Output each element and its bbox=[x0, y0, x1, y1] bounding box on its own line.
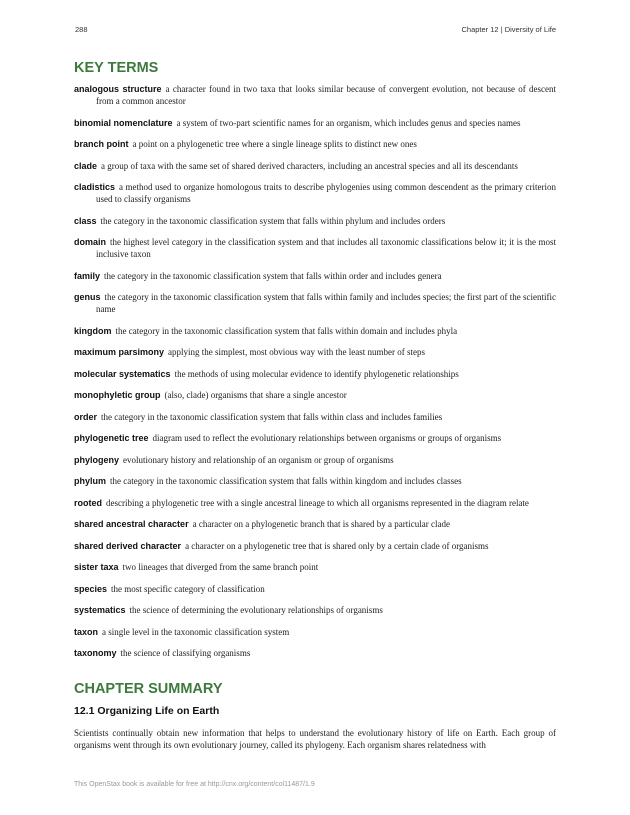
key-term-entry bbox=[74, 291, 556, 315]
key-term-word: maximum parsimony bbox=[74, 347, 165, 357]
key-term-word: shared derived character bbox=[74, 540, 182, 551]
footer-note: This OpenStax book is available for free at http://cnx.org/content/col11487/1.9 bbox=[74, 781, 315, 788]
key-term-word: sister taxa bbox=[74, 562, 119, 572]
key-term-entry bbox=[74, 368, 556, 380]
key-term-entry bbox=[74, 604, 556, 616]
key-term-definition: (also, clade) organisms that share a single ancestor bbox=[164, 390, 347, 400]
key-term-word: kingdom bbox=[74, 325, 112, 336]
key-terms-list bbox=[74, 83, 556, 669]
key-term-definition: a character on a phylogenetic branch that is shared by a particular clade bbox=[192, 519, 450, 529]
key-term-entry bbox=[74, 432, 556, 444]
key-term-entry bbox=[74, 236, 556, 260]
key-term-word: systematics bbox=[74, 605, 126, 615]
key-term-definition: the category in the taxonomic classification system that falls within family and includes species; the first part of the scientific name bbox=[96, 292, 556, 314]
key-term-word: molecular systematics bbox=[74, 368, 171, 379]
key-term-definition: the category in the taxonomic classification system that falls within order and includes genera bbox=[104, 270, 442, 281]
chapter-summary-heading: CHAPTER SUMMARY bbox=[74, 681, 223, 697]
key-term-entry bbox=[74, 518, 556, 530]
key-term-definition: the most specific category of classification bbox=[111, 583, 265, 594]
key-term-definition: the category in the taxonomic classification system that falls within class and includes families bbox=[101, 411, 443, 422]
key-term-entry bbox=[74, 647, 556, 659]
key-term-entry bbox=[74, 325, 556, 337]
key-term-word: phylogenetic tree bbox=[74, 433, 149, 443]
key-term-definition: a character found in two taxa that looks similar because of convergent evolution, not because of descent from a common ancestor bbox=[96, 84, 556, 106]
key-term-entry bbox=[74, 215, 556, 227]
key-term-word: cladistics bbox=[74, 182, 116, 192]
key-term-word: clade bbox=[74, 160, 98, 171]
key-term-entry bbox=[74, 117, 556, 129]
key-term-word: monophyletic group bbox=[74, 390, 161, 400]
key-term-definition: the category in the taxonomic classification system that falls within kingdom and includes classes bbox=[110, 476, 462, 486]
key-term-definition: a character on a phylogenetic tree that is shared only by a certain clade of organisms bbox=[185, 540, 489, 551]
key-term-word: genus bbox=[74, 292, 101, 302]
key-term-definition: a method used to organize homologous traits to describe phylogenies using common descendent as the primary criterion used to classify organisms bbox=[96, 182, 556, 204]
key-term-entry bbox=[74, 561, 556, 573]
key-term-definition: a system of two-part scientific names for an organism, which includes genus and species names bbox=[176, 117, 521, 128]
page-number: 288 bbox=[75, 25, 88, 34]
key-term-word: taxonomy bbox=[74, 648, 117, 658]
key-term-entry bbox=[74, 626, 556, 638]
key-term-word: species bbox=[74, 583, 108, 594]
key-term-word: phylum bbox=[74, 476, 107, 486]
key-term-definition: two lineages that diverged from the same branch point bbox=[122, 562, 319, 572]
key-term-definition: a point on a phylogenetic tree where a single lineage splits to distinct new ones bbox=[132, 139, 417, 149]
key-terms-heading: KEY TERMS bbox=[74, 60, 159, 76]
key-term-entry bbox=[74, 346, 556, 358]
key-term-definition: evolutionary history and relationship of an organism or group of organisms bbox=[123, 454, 394, 465]
key-term-entry bbox=[74, 160, 556, 172]
chapter-header: Chapter 12 | Diversity of Life bbox=[461, 25, 556, 34]
key-term-entry bbox=[74, 454, 556, 466]
key-term-entry bbox=[74, 138, 556, 150]
key-term-word: rooted bbox=[74, 497, 102, 508]
key-term-entry bbox=[74, 181, 556, 205]
key-term-word: phylogeny bbox=[74, 454, 120, 465]
summary-paragraph: Scientists continually obtain new information that helps to understand the evolutionary history of life on Earth. Each group of organisms went through its own evolutionary journey, called its phylogeny. Each organism shares relatedness with bbox=[74, 728, 556, 750]
key-term-word: domain bbox=[74, 237, 107, 247]
key-term-entry bbox=[74, 389, 556, 401]
key-term-definition: applying the simplest, most obvious way with the least number of steps bbox=[168, 347, 426, 357]
key-term-word: branch point bbox=[74, 139, 129, 149]
key-term-definition: the science of classifying organisms bbox=[120, 648, 251, 658]
key-term-definition: a group of taxa with the same set of shared derived characters, including an ancestral species and all its descendants bbox=[101, 160, 518, 171]
key-term-entry bbox=[74, 497, 556, 509]
key-term-entry bbox=[74, 475, 556, 487]
key-term-word: shared ancestral character bbox=[74, 519, 189, 529]
key-term-definition: diagram used to reflect the evolutionary relationships between organisms or groups of organisms bbox=[152, 433, 502, 443]
key-term-word: analogous structure bbox=[74, 84, 162, 94]
key-term-word: order bbox=[74, 411, 98, 422]
key-term-word: binomial nomenclature bbox=[74, 117, 173, 128]
key-term-definition: describing a phylogenetic tree with a single ancestral lineage to which all organisms represented in the diagram relate bbox=[106, 497, 529, 508]
key-term-definition: the category in the taxonomic classification system that falls within phylum and includes orders bbox=[100, 215, 446, 226]
key-term-word: family bbox=[74, 270, 101, 281]
key-term-definition: a single level in the taxonomic classification system bbox=[102, 626, 290, 637]
key-term-entry bbox=[74, 83, 556, 107]
key-term-definition: the category in the taxonomic classification system that falls within domain and includes phyla bbox=[115, 325, 458, 336]
key-term-definition: the highest level category in the classification system and that includes all taxonomic classifications below it; it is the most inclusive taxon bbox=[96, 237, 556, 259]
key-term-entry bbox=[74, 540, 556, 552]
key-term-definition: the methods of using molecular evidence to identify phylogenetic relationships bbox=[174, 368, 459, 379]
key-term-entry bbox=[74, 411, 556, 423]
section-title: 12.1 Organizing Life on Earth bbox=[74, 705, 220, 717]
key-term-definition: the science of determining the evolutionary relationships of organisms bbox=[129, 605, 383, 615]
key-term-entry bbox=[74, 583, 556, 595]
key-term-entry bbox=[74, 270, 556, 282]
key-term-word: class bbox=[74, 215, 97, 226]
key-term-word: taxon bbox=[74, 626, 99, 637]
